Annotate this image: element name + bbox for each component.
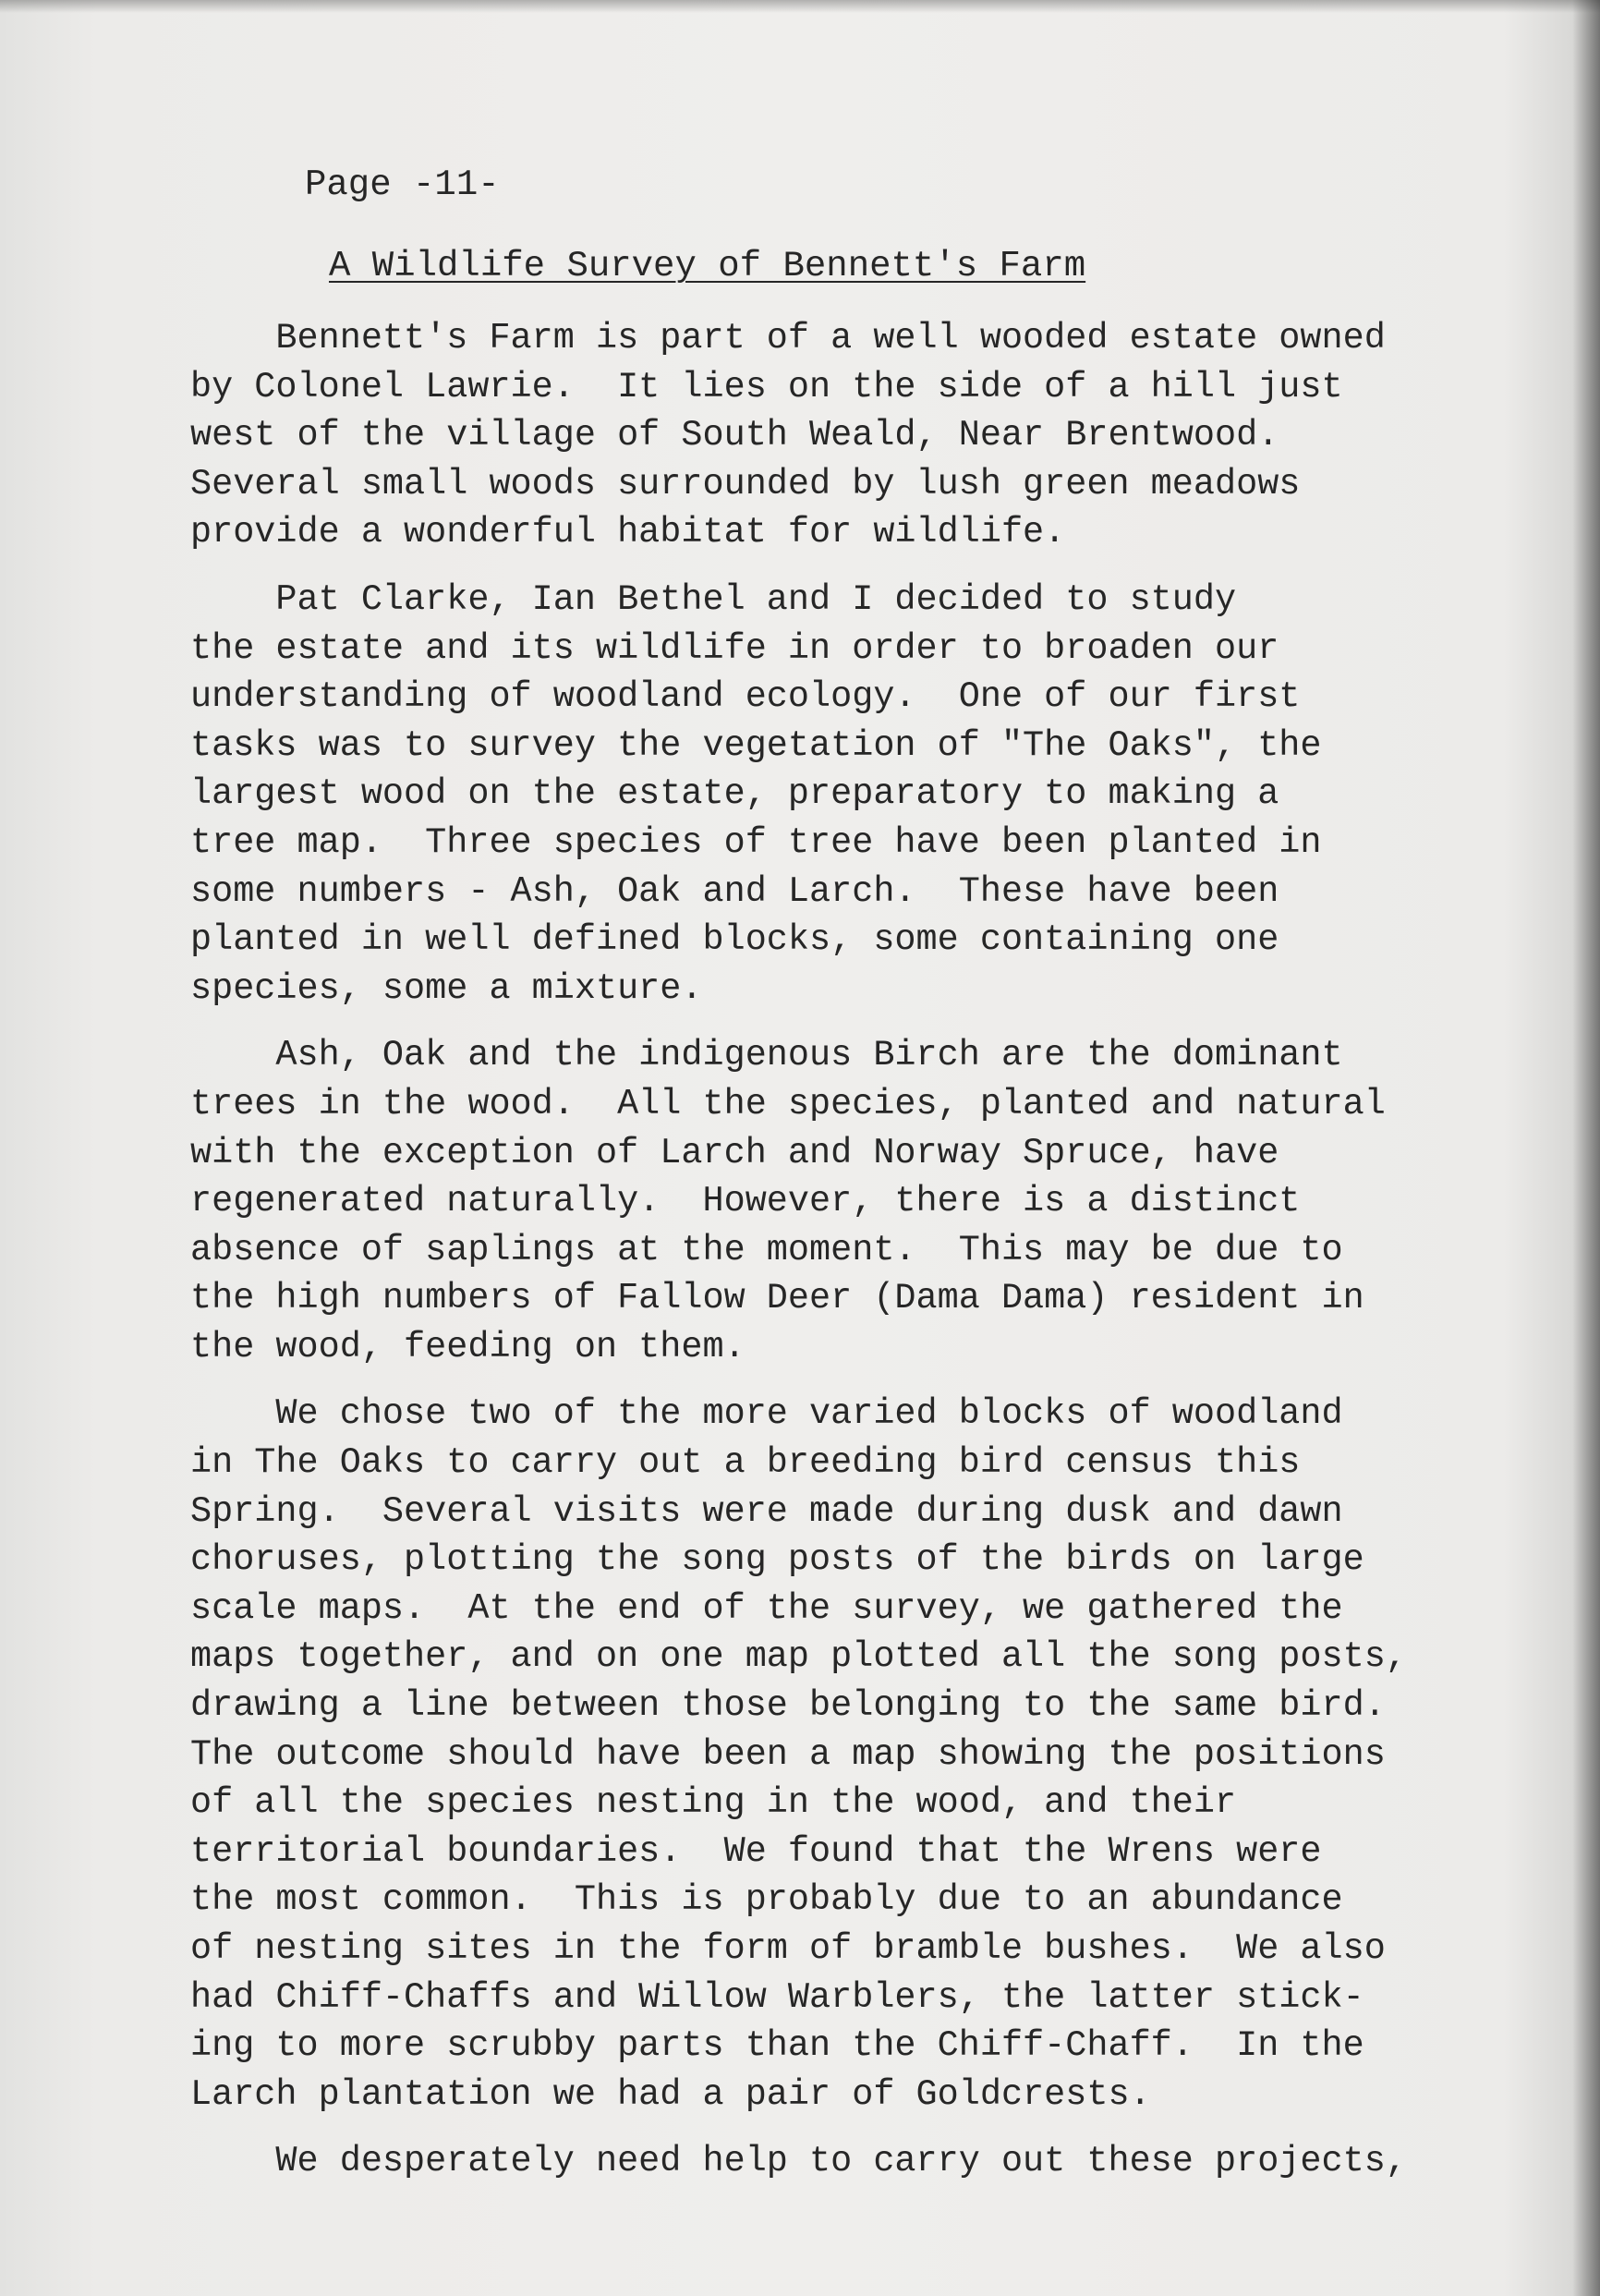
scan-shadow-top (0, 0, 1600, 13)
text-line: the most common. This is probably due to an abundance (190, 1879, 1343, 1921)
text-line: choruses, plotting the song posts of the birds on large (190, 1539, 1364, 1581)
paragraph-4 (190, 1390, 1502, 2119)
paragraph-2 (190, 576, 1502, 1013)
text-line: Larch plantation we had a pair of Goldcrests. (190, 2073, 1151, 2115)
text-line: regenerated naturally. However, there is a distinct (190, 1181, 1301, 1222)
text-line: planted in well defined blocks, some containing one (190, 919, 1279, 961)
text-line: the high numbers of Fallow Deer (Dama Dama) resident in (190, 1278, 1364, 1319)
text-line: of nesting sites in the form of bramble bushes. We also (190, 1928, 1386, 1969)
text-line: Ash, Oak and the indigenous Birch are the dominant (190, 1035, 1343, 1076)
text-line: ing to more scrubby parts than the Chiff-Chaff. In the (190, 2025, 1364, 2067)
text-line: tree map. Three species of tree have been planted in (190, 821, 1322, 863)
document-title: A Wildlife Survey of Bennett's Farm (329, 246, 1086, 286)
text-line: We chose two of the more varied blocks of woodland (190, 1393, 1343, 1435)
text-line: drawing a line between those belonging to the same bird. (190, 1685, 1386, 1727)
text-line: of all the species nesting in the wood, and their (190, 1782, 1237, 1824)
text-line: species, some a mixture. (190, 967, 703, 1009)
page-number: Page -11- (305, 164, 500, 205)
text-line: Pat Clarke, Ian Bethel and I decided to study (190, 578, 1237, 620)
scan-shadow-right (1572, 0, 1600, 2296)
text-line: by Colonel Lawrie. It lies on the side of a hill just (190, 366, 1343, 407)
text-line: in The Oaks to carry out a breeding bird census this (190, 1442, 1301, 1484)
paragraph-5 (190, 2137, 1502, 2186)
text-line: west of the village of South Weald, Near Brentwood. (190, 415, 1279, 456)
text-line: tasks was to survey the vegetation of "The Oaks", the (190, 724, 1322, 766)
text-line: largest wood on the estate, preparatory to making a (190, 773, 1279, 815)
text-line: maps together, and on one map plotted all the song posts, (190, 1636, 1407, 1678)
text-line: territorial boundaries. We found that the Wrens were (190, 1830, 1322, 1872)
text-line: scale maps. At the end of the survey, we gathered the (190, 1587, 1343, 1629)
paragraph-1 (190, 314, 1502, 557)
paragraph-3 (190, 1031, 1502, 1371)
text-line: the estate and its wildlife in order to broaden our (190, 627, 1279, 669)
text-line: Several small woods surrounded by lush green meadows (190, 463, 1301, 504)
text-line: understanding of woodland ecology. One of our first (190, 676, 1301, 718)
text-line: absence of saplings at the moment. This may be due to (190, 1229, 1343, 1270)
text-line: We desperately need help to carry out these projects, (190, 2141, 1407, 2182)
text-line: had Chiff-Chaffs and Willow Warblers, the latter stick- (190, 1976, 1364, 2018)
text-line: Spring. Several visits were made during dusk and dawn (190, 1490, 1343, 1532)
text-line: provide a wonderful habitat for wildlife. (190, 512, 1066, 553)
text-line: with the exception of Larch and Norway Spruce, have (190, 1132, 1279, 1173)
text-line: some numbers - Ash, Oak and Larch. These have been (190, 870, 1279, 912)
text-line: Bennett's Farm is part of a well wooded estate owned (190, 318, 1386, 358)
text-line: The outcome should have been a map showing the positions (190, 1733, 1386, 1775)
text-line: the wood, feeding on them. (190, 1326, 745, 1367)
body-text (190, 314, 1502, 2205)
text-line: trees in the wood. All the species, planted and natural (190, 1083, 1386, 1124)
